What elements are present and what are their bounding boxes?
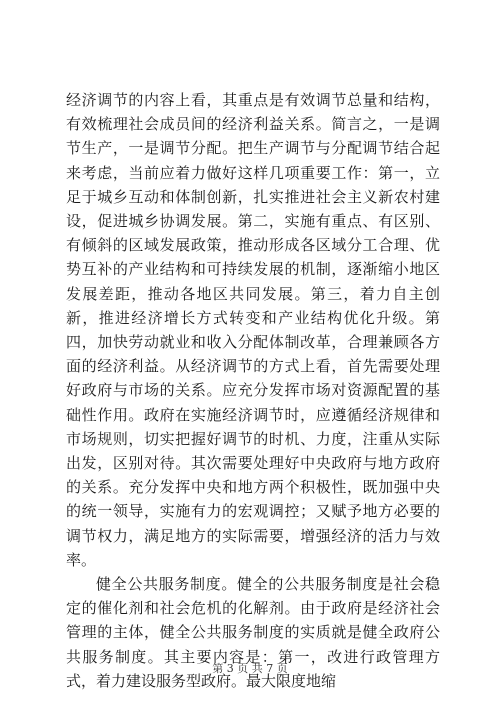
body-text: [66, 88, 440, 693]
paragraph-1: 经济调节的内容上看，其重点是有效调节总量和结构，有效梳理社会成员间的经济利益关系。简言之，一是调节生产，一是调节分配。把生产调节与分配调节结合起来考虑，当前应着力做好这样几项重要工作：第一，立足于城乡互动和体制创新，扎实推进社会主义新农村建设，促进城乡协调发展。第二，实施有重点、有区别、有倾斜的区域发展政策，推动形成各区域分工合理、优势互补的产业结构和可持续发展的机制，逐渐缩小地区发展差距，推动各地区共同发展。第三，着力自主创新，推进经济增长方式转变和产业结构优化升级。第四，加快劳动就业和收入分配体制改革，合理兼顾各方面的经济利益。从经济调节的方式上看，首先需要处理好政府与市场的关系。应充分发挥市场对资源配置的基础性作用。政府在实施经济调节时，应遵循经济规律和市场规则，切实把握好调节的时机、力度，注重从实际出发，区别对待。其次需要处理好中央政府与地方政府的关系。充分发挥中央和地方两个积极性，既加强中央的统一领导，实施有力的宏观调控；又赋予地方必要的调节权力，满足地方的实际需要，增强经济的活力与效率。: [66, 91, 440, 569]
page-footer: 第 3 页 共 7 页: [212, 662, 288, 675]
paragraph-2: 健全公共服务制度。健全的公共服务制度是社会稳定的催化剂和社会危机的化解剂。由于政府是经济社会管理的主体，健全公共服务制度的实质就是健全政府公共服务制度。其主要内容是：第一，改进行政管理方式，着力建设服务型政府。最大限度地缩: [66, 575, 440, 690]
